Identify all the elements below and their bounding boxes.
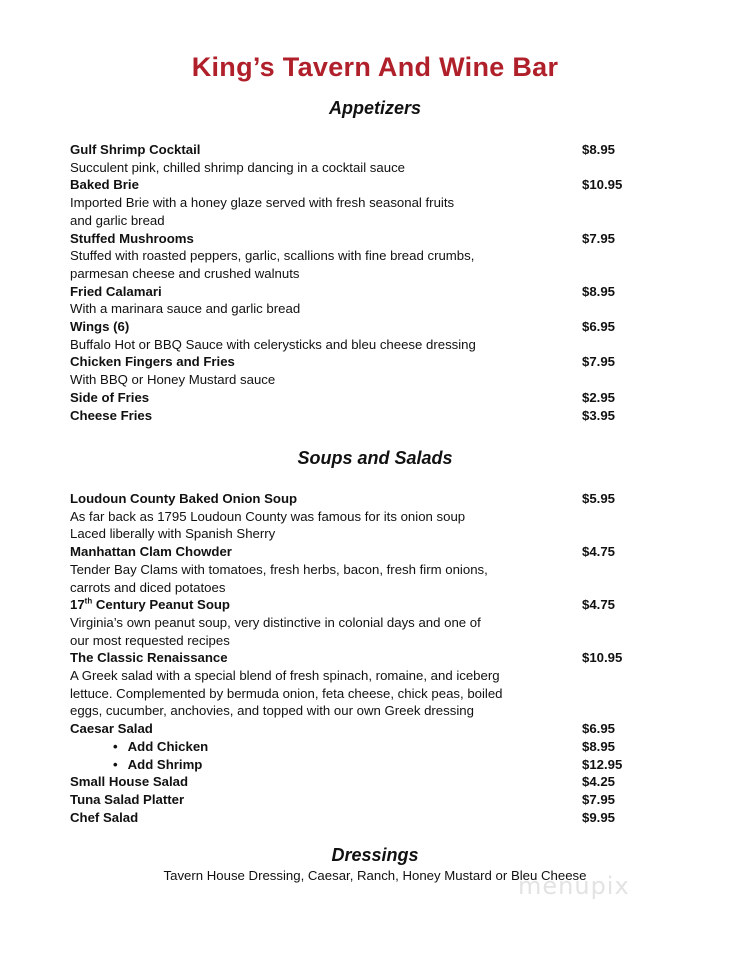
dressings-list: Tavern House Dressing, Caesar, Ranch, Honey Mustard or Bleu Cheese	[163, 868, 587, 883]
menu-item-addon	[70, 756, 650, 774]
item-description: lettuce. Complemented by bermuda onion, feta cheese, chick peas, boiled	[70, 685, 503, 701]
item-price: $6.95	[582, 721, 616, 737]
item-name-part: 17	[70, 597, 85, 613]
menu-item	[70, 773, 650, 791]
dressings-heading: Dressings	[331, 845, 419, 865]
item-description: Laced liberally with Spanish Sherry	[70, 526, 276, 542]
item-name: Gulf Shrimp Cocktail	[70, 142, 201, 157]
menu-item	[70, 318, 650, 336]
menu-item	[70, 543, 650, 561]
watermark-logo: menupix	[518, 872, 630, 900]
item-price: $5.95	[582, 491, 616, 506]
item-description: and garlic bread	[70, 212, 165, 228]
item-description: As far back as 1795 Loudoun County was famous for its onion soup	[70, 508, 466, 524]
item-price: $2.95	[582, 389, 616, 405]
item-price: $7.95	[582, 791, 616, 807]
item-price: $7.95	[582, 354, 616, 370]
item-price: $8.95	[582, 738, 616, 754]
menu-item	[70, 283, 650, 301]
item-name: Wings (6)	[70, 319, 130, 335]
menu-item	[70, 490, 650, 508]
item-description: With BBQ or Honey Mustard sauce	[70, 372, 276, 388]
item-name: Baked Brie	[70, 177, 139, 193]
bullet-icon: •	[113, 756, 118, 772]
item-description: parmesan cheese and crushed walnuts	[70, 265, 300, 281]
item-price: $6.95	[582, 319, 616, 335]
item-price: $10.95	[582, 650, 623, 666]
item-price: $4.75	[582, 544, 616, 560]
menu-item	[70, 649, 650, 667]
item-name: The Classic Renaissance	[70, 650, 228, 666]
item-name: Stuffed Mushrooms	[70, 230, 194, 246]
item-description: Stuffed with roasted peppers, garlic, scallions with fine bread crumbs,	[70, 248, 475, 264]
appetizers-list	[70, 141, 650, 424]
item-name-superscript: th	[84, 596, 93, 606]
menu-item	[70, 389, 650, 407]
menu-item	[70, 720, 650, 738]
item-name: Fried Calamari	[70, 283, 162, 299]
item-price: $3.95	[582, 407, 616, 423]
item-price: $12.95	[582, 756, 623, 772]
menu-item	[70, 791, 650, 809]
item-name: Cheese Fries	[70, 407, 153, 423]
item-description: our most requested recipes	[70, 632, 230, 648]
item-description: eggs, cucumber, anchovies, and topped with our own Greek dressing	[70, 703, 474, 719]
item-name: Loudoun County Baked Onion Soup	[70, 491, 298, 506]
item-description: Succulent pink, chilled shrimp dancing in a cocktail sauce	[70, 159, 405, 175]
item-description: Imported Brie with a honey glaze served with fresh seasonal fruits	[70, 195, 455, 211]
item-name: Side of Fries	[70, 389, 150, 405]
menu-item	[70, 230, 650, 248]
menu-item	[70, 141, 650, 159]
item-name: Caesar Salad	[70, 721, 153, 737]
item-price: $9.95	[582, 809, 616, 825]
item-description: Tender Bay Clams with tomatoes, fresh herbs, bacon, fresh firm onions,	[70, 561, 488, 577]
item-price: $8.95	[582, 142, 616, 157]
soups-salads-heading: Soups and Salads	[297, 448, 453, 468]
menu-item-addon	[70, 738, 650, 756]
bullet-icon: •	[113, 738, 118, 754]
item-description: Virginia’s own peanut soup, very distinctive in colonial days and one of	[70, 614, 481, 630]
item-description: Buffalo Hot or BBQ Sauce with celerysticks and bleu cheese dressing	[70, 336, 476, 352]
item-name: Tuna Salad Platter	[70, 791, 185, 807]
item-price: $4.25	[582, 774, 616, 790]
item-price: $4.75	[582, 597, 616, 613]
menu-item	[70, 596, 650, 614]
item-description: With a marinara sauce and garlic bread	[70, 301, 301, 317]
menu-item	[70, 176, 650, 194]
item-name: Add Shrimp	[127, 756, 203, 772]
soups-salads-list	[70, 490, 650, 826]
item-name-part: Century Peanut Soup	[92, 597, 230, 613]
menu-item	[70, 809, 650, 827]
restaurant-title: King’s Tavern And Wine Bar	[191, 52, 559, 82]
item-name: Manhattan Clam Chowder	[70, 544, 232, 560]
item-description: A Greek salad with a special blend of fresh spinach, romaine, and iceberg	[70, 668, 500, 684]
item-price: $7.95	[582, 230, 616, 246]
appetizers-heading: Appetizers	[328, 98, 422, 118]
item-name: Add Chicken	[127, 738, 209, 754]
item-description: carrots and diced potatoes	[70, 579, 226, 595]
menu-item	[70, 353, 650, 371]
item-name: Small House Salad	[70, 774, 188, 790]
menu-item	[70, 407, 650, 425]
item-name: Chef Salad	[70, 809, 139, 825]
item-price: $8.95	[582, 283, 616, 299]
item-price: $10.95	[582, 177, 623, 193]
item-name: Chicken Fingers and Fries	[70, 354, 235, 370]
item-name	[70, 596, 230, 614]
